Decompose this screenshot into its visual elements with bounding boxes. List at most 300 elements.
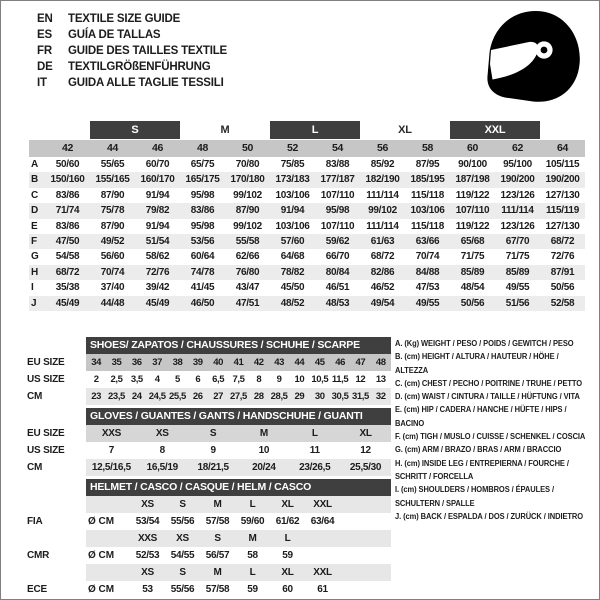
value-cell: 32	[375, 391, 386, 402]
row-values	[86, 459, 391, 476]
language-row	[37, 75, 227, 91]
size-group-label: L	[270, 121, 360, 139]
standard-label: CMR	[27, 550, 50, 561]
size-cell: 91/94	[145, 220, 170, 232]
size-label-cell: L	[284, 533, 291, 544]
size-cell: 75/78	[100, 205, 125, 217]
size-column-header: 46	[151, 142, 164, 154]
table-row	[21, 371, 391, 388]
table-row	[21, 442, 391, 459]
language-code: EN	[37, 13, 53, 25]
value-cell: 28	[253, 391, 264, 402]
size-cell: 115/118	[411, 220, 444, 232]
value-cell: 63/64	[310, 516, 335, 527]
size-cell: 45/49	[145, 297, 170, 309]
value-cell: 10	[294, 374, 305, 385]
language-row	[37, 59, 227, 75]
size-cell: 63/66	[415, 235, 440, 247]
value-cell: 5	[175, 374, 180, 385]
size-label-cell: XXS	[137, 533, 158, 544]
size-cell: 99/102	[233, 189, 262, 201]
size-cell: 99/102	[368, 205, 397, 217]
value-cell: 7	[108, 445, 115, 456]
size-cell: 103/106	[275, 220, 310, 232]
size-cell: 83/86	[55, 189, 80, 201]
row-label: US SIZE	[27, 374, 65, 385]
value-cell: 43	[274, 357, 284, 368]
value-cell: 24,5	[148, 391, 166, 402]
value-cell: 8	[159, 445, 165, 456]
size-cell: 165/175	[185, 174, 220, 186]
table-row	[21, 547, 391, 564]
language-code: FR	[37, 45, 52, 57]
legend-item: B. (cm) HEIGHT / ALTURA / HAUTEUR / HÖHE / ALTEZZA	[395, 351, 559, 375]
table-row	[21, 388, 391, 405]
table-row	[21, 425, 391, 442]
language-row	[37, 27, 227, 43]
size-group-label: M	[220, 124, 230, 136]
value-cell: 2	[93, 374, 99, 385]
size-cell: 99/102	[233, 220, 262, 232]
size-cell: 46/51	[325, 282, 350, 294]
size-cell: 47/51	[235, 297, 260, 309]
size-cell: 50/60	[55, 159, 80, 170]
size-cell: 62/66	[235, 251, 260, 263]
table-row	[21, 459, 391, 476]
standard-label: ECE	[27, 584, 47, 595]
value-cell: 16,5/19	[146, 462, 178, 473]
size-corner-cell	[29, 140, 45, 157]
size-cell: 46/52	[370, 282, 395, 294]
value-cell: 57/58	[205, 584, 230, 595]
value-cell: 9	[210, 445, 216, 456]
spacer-cell	[86, 564, 130, 581]
size-cell: 83/86	[55, 220, 80, 232]
size-cell: 71/75	[460, 251, 485, 263]
value-cell: 39	[192, 357, 203, 368]
legend-item: A. (Kg) WEIGHT / PESO / POIDS / GEWITCH / PESO	[395, 338, 574, 348]
size-cell: 72/76	[550, 251, 575, 263]
size-row	[29, 188, 585, 203]
size-label-cell: M	[248, 533, 257, 544]
size-cell: 190/200	[545, 174, 580, 186]
size-row-label: J	[31, 297, 37, 309]
size-row-label: G	[31, 251, 39, 263]
table-row	[21, 530, 391, 547]
size-cell: 61/63	[370, 235, 395, 247]
size-cell: 85/89	[460, 266, 485, 278]
row-values	[86, 581, 391, 598]
size-cell: 105/115	[545, 159, 580, 170]
size-cell: 91/94	[145, 189, 170, 201]
size-column-header: 54	[331, 142, 344, 154]
value-cell: 9	[276, 374, 282, 385]
size-cell: 127/130	[545, 189, 580, 201]
size-cell: 48/54	[460, 282, 485, 294]
size-label-cell: L	[249, 567, 256, 578]
shoes-table-title: SHOES/ ZAPATOS / CHAUSSURES / SCHUHE / SCARPE	[86, 337, 391, 354]
shoes-table	[21, 337, 391, 405]
diameter-unit-cell: Ø CM	[88, 584, 115, 595]
size-row	[29, 280, 585, 295]
table-row	[21, 564, 391, 581]
size-cell: 85/89	[505, 266, 530, 278]
size-cell: 103/106	[275, 189, 310, 201]
size-cell: 155/165	[95, 174, 130, 186]
size-cell: 91/94	[280, 205, 305, 217]
value-cell: 30	[314, 391, 325, 402]
row-label: EU SIZE	[27, 428, 65, 439]
size-column-header: 56	[376, 142, 389, 154]
legend-item: J. (cm) BACK / ESPALDA / DOS / ZURÜCK / INDIETRO	[395, 510, 583, 521]
value-cell: 48	[375, 357, 386, 368]
value-cell: 23/26,5	[299, 462, 331, 473]
size-label-cell: M	[213, 567, 222, 578]
size-cell: 185/195	[410, 174, 445, 186]
size-cell: 95/98	[190, 220, 215, 232]
size-label-cell: XS	[141, 499, 154, 510]
row-label: EU SIZE	[27, 357, 65, 368]
value-cell: 13	[375, 374, 386, 385]
size-cell: 37/40	[100, 282, 125, 294]
size-label-cell: XS	[141, 567, 154, 578]
value-cell: 20/24	[252, 462, 276, 473]
value-cell: 56/57	[205, 550, 230, 561]
helmet-table-title: HELMET / CASCO / CASQUE / HELM / CASCO	[86, 479, 391, 496]
value-cell: 61	[317, 584, 328, 595]
size-cell: 103/106	[410, 205, 445, 217]
language-title-block	[37, 11, 227, 91]
value-cell: S	[209, 428, 217, 439]
value-cell: 54/55	[170, 550, 195, 561]
value-cell: 18/21,5	[197, 462, 229, 473]
language-code: IT	[37, 77, 47, 89]
size-row-label: I	[31, 282, 34, 294]
language-title: GUIDE DES TAILLES TEXTILE	[68, 45, 227, 57]
size-cell: 67/70	[505, 235, 530, 247]
size-cell: 78/82	[280, 266, 305, 278]
size-cell: 84/88	[415, 266, 440, 278]
row-values	[86, 547, 391, 564]
size-cell: 43/47	[235, 282, 260, 294]
language-code: ES	[37, 29, 52, 41]
value-cell: 3,5	[130, 374, 143, 385]
size-group-label: XL	[398, 124, 412, 136]
size-cell: 71/75	[505, 251, 530, 263]
table-row	[21, 354, 391, 371]
size-column-header: 58	[421, 142, 434, 154]
size-cell: 46/50	[190, 297, 215, 309]
size-cell: 111/114	[501, 205, 534, 217]
size-cell: 107/110	[320, 189, 355, 201]
value-cell: 2,5	[110, 374, 123, 385]
gloves-table	[21, 408, 391, 476]
size-cell: 90/100	[458, 159, 487, 170]
size-table-body	[29, 157, 585, 311]
size-cell: 66/70	[325, 251, 350, 263]
row-label	[21, 564, 86, 581]
size-cell: 68/72	[55, 266, 80, 278]
row-values	[86, 371, 391, 388]
legend-item: D. (cm) WAIST / CINTURA / TAILLE / HÜFTUNG / VITA	[395, 391, 580, 402]
size-cell: 70/74	[100, 266, 125, 278]
value-cell: 6	[195, 374, 201, 385]
size-label-cell: XS	[176, 533, 189, 544]
size-column-header: 60	[466, 142, 479, 154]
size-cell: 79/82	[145, 205, 170, 217]
size-cell: 68/72	[550, 235, 575, 247]
size-cell: 50/56	[550, 282, 575, 294]
value-cell: XL	[359, 428, 372, 439]
size-cell: 49/55	[505, 282, 530, 294]
size-cell: 87/90	[100, 220, 125, 232]
language-title: TEXTILE SIZE GUIDE	[68, 13, 181, 25]
value-cell: 30,5	[331, 391, 349, 402]
helmet-table-body	[21, 496, 391, 598]
table-row	[21, 496, 391, 513]
size-group-header-row	[29, 121, 585, 139]
size-cell: 55/58	[235, 235, 260, 247]
size-cell: 51/56	[505, 297, 530, 309]
row-label: CM	[27, 391, 43, 402]
size-cell: 49/52	[100, 235, 125, 247]
row-label: US SIZE	[27, 445, 65, 456]
size-cell: 47/53	[415, 282, 440, 294]
value-cell: 61/62	[275, 516, 300, 527]
size-row-label: E	[31, 220, 38, 232]
size-cell: 49/55	[415, 297, 440, 309]
size-row-label: A	[31, 159, 39, 170]
row-values	[86, 442, 391, 459]
size-cell: 58/62	[145, 251, 170, 263]
size-label-cell: M	[213, 499, 222, 510]
size-row	[29, 296, 585, 311]
size-cell: 95/100	[503, 159, 532, 170]
size-cell: 75/85	[280, 159, 305, 170]
size-cell: 56/60	[100, 251, 125, 263]
size-row-label: C	[31, 189, 39, 201]
value-cell: 57/58	[205, 516, 230, 527]
spacer-cell	[86, 496, 130, 513]
helmet-size-table	[21, 479, 391, 598]
size-cell: 107/110	[320, 220, 355, 232]
size-row	[29, 265, 585, 280]
size-cell: 54/58	[55, 251, 80, 263]
value-cell: 11,5	[331, 374, 349, 385]
value-cell: 23,5	[108, 391, 125, 402]
size-cell: 187/198	[455, 174, 490, 186]
size-label-cell: S	[214, 533, 221, 544]
size-cell: 57/60	[280, 235, 305, 247]
size-row-label: F	[31, 235, 38, 247]
value-cell: 11	[309, 445, 320, 456]
size-label-cell: S	[179, 567, 186, 578]
value-cell: 28,5	[270, 391, 288, 402]
value-cell: 10,5	[311, 374, 329, 385]
size-cell: 48/52	[280, 297, 305, 309]
language-code: DE	[37, 61, 53, 73]
legend-item: C. (cm) CHEST / PECHO / POITRINE / TRUHE / PETTO	[395, 377, 583, 388]
size-cell: 45/50	[280, 282, 305, 294]
size-cell: 65/68	[460, 235, 485, 247]
value-cell: 38	[172, 357, 183, 368]
value-cell: XS	[155, 428, 169, 439]
size-cell: 51/54	[145, 235, 170, 247]
value-cell: 52/53	[135, 550, 160, 561]
size-cell: 83/88	[325, 159, 350, 170]
language-row	[37, 43, 227, 59]
value-cell: 7,5	[232, 374, 245, 385]
size-cell: 160/170	[140, 174, 175, 186]
size-cell: 190/200	[500, 174, 535, 186]
language-row	[37, 11, 227, 27]
size-row	[29, 203, 585, 218]
size-cell: 83/86	[190, 205, 215, 217]
size-cell: 53/56	[190, 235, 215, 247]
row-values	[86, 354, 391, 371]
value-cell: 12	[355, 374, 366, 385]
size-cell: 95/98	[190, 189, 215, 201]
size-column-header: 62	[511, 142, 524, 154]
size-cell: 74/78	[190, 266, 215, 278]
size-cell: 111/114	[366, 220, 399, 232]
size-column-header: 42	[61, 142, 74, 154]
value-cell: 59	[282, 550, 293, 561]
size-cell: 115/119	[546, 205, 579, 217]
size-cell: 87/90	[235, 205, 260, 217]
value-cell: 25,5/30	[349, 462, 382, 473]
size-label-cell: XXL	[313, 499, 332, 510]
size-cell: 85/92	[370, 159, 395, 170]
row-values	[86, 564, 391, 581]
size-cell: 39/42	[145, 282, 170, 294]
row-values	[86, 496, 391, 513]
size-column-header: 50	[241, 142, 254, 154]
row-values	[86, 530, 391, 547]
value-cell: 31,5	[351, 391, 369, 402]
size-cell: 50/56	[460, 297, 485, 309]
size-cell: 64/68	[280, 251, 305, 263]
row-values	[86, 388, 391, 405]
size-cell: 60/70	[145, 159, 170, 170]
table-row	[21, 581, 391, 598]
table-row	[21, 513, 391, 530]
value-cell: 55/56	[170, 584, 195, 595]
size-cell: 115/118	[411, 189, 444, 201]
size-row	[29, 219, 585, 234]
value-cell: 36	[131, 357, 142, 368]
value-cell: 44	[294, 357, 305, 368]
size-label-cell: XXL	[313, 567, 332, 578]
size-cell: 87/91	[550, 266, 575, 278]
value-cell: 29	[294, 391, 305, 402]
size-cell: 70/80	[235, 159, 260, 170]
standard-label: FIA	[27, 516, 43, 527]
value-cell: 58	[247, 550, 258, 561]
value-cell: 53/54	[135, 516, 160, 527]
size-cell: 55/65	[100, 159, 125, 170]
size-cell: 87/90	[100, 189, 125, 201]
value-cell: 34	[91, 357, 102, 368]
value-cell: 26	[192, 391, 203, 402]
value-cell: 25,5	[169, 391, 186, 402]
size-label-cell: L	[249, 499, 256, 510]
size-cell: 52/58	[550, 297, 575, 309]
value-cell: 4	[154, 374, 160, 385]
size-row	[29, 249, 585, 264]
size-row-label: H	[31, 266, 39, 278]
size-cell: 44/48	[100, 297, 125, 309]
size-label-cell: XL	[281, 499, 294, 510]
value-cell: 27,5	[230, 391, 247, 402]
value-cell: 6,5	[212, 374, 225, 385]
value-cell: M	[259, 428, 268, 439]
size-label-cell: S	[179, 499, 186, 510]
size-cell: 127/130	[545, 220, 580, 232]
legend-item: G. (cm) ARM / BRAZO / BRAS / ARM / BRACCIO	[395, 444, 562, 455]
value-cell: 59	[247, 584, 258, 595]
size-cell: 182/190	[365, 174, 400, 186]
size-cell: 35/38	[55, 282, 80, 294]
row-label	[21, 496, 86, 513]
row-values	[86, 425, 391, 442]
size-cell: 170/180	[230, 174, 265, 186]
size-cell: 65/75	[190, 159, 215, 170]
legend-item: F. (cm) TIGH / MUSLO / CUISSE / SCHENKEL / COSCIA	[395, 431, 586, 442]
value-cell: 41	[233, 357, 244, 368]
size-number-row	[29, 140, 585, 157]
gloves-table-title: GLOVES / GUANTES / GANTS / HANDSCHUHE / GUANTI	[86, 408, 391, 425]
value-cell: 8	[256, 374, 262, 385]
size-cell: 123/126	[500, 189, 535, 201]
size-cell: 76/80	[235, 266, 260, 278]
size-cell: 59/62	[325, 235, 350, 247]
value-cell: 12,5/16,5	[91, 462, 131, 473]
value-cell: XXS	[101, 428, 121, 439]
size-cell: 107/110	[455, 205, 490, 217]
diameter-unit-cell: Ø CM	[88, 550, 115, 561]
row-label: CM	[27, 462, 43, 473]
value-cell: 37	[152, 357, 163, 368]
value-cell: 46	[335, 357, 345, 368]
size-cell: 48/53	[325, 297, 350, 309]
measurement-legend	[395, 337, 593, 523]
racing-helmet-icon	[477, 7, 589, 107]
value-cell: 10	[258, 445, 270, 456]
language-title: GUÍA DE TALLAS	[68, 29, 161, 41]
size-row	[29, 172, 585, 187]
size-row-label: B	[31, 174, 39, 186]
spacer-cell	[86, 530, 130, 547]
legend-item: E. (cm) HIP / CADERA / HANCHE / HÜFTE / HIPS / BACINO	[395, 404, 567, 428]
value-cell: 60	[282, 584, 293, 595]
size-label-cell: XL	[281, 567, 294, 578]
diameter-unit-cell: Ø CM	[88, 516, 115, 527]
size-cell: 47/50	[55, 235, 80, 247]
value-cell: 55/56	[170, 516, 195, 527]
legend-item: H. (cm) INSIDE LEG / ENTREPIERNA / FOURCHE / SCHRITT / FORCELLA	[395, 457, 569, 481]
size-cell: 45/49	[55, 297, 80, 309]
size-column-header: 44	[106, 142, 119, 154]
size-cell: 41/45	[190, 282, 215, 294]
size-group-label: S	[90, 121, 180, 139]
main-size-table	[29, 121, 585, 311]
size-group-label: XXL	[450, 121, 540, 139]
size-cell: 173/183	[275, 174, 310, 186]
size-cell: 119/122	[455, 189, 490, 201]
value-cell: 27	[213, 391, 224, 402]
size-cell: 71/74	[55, 205, 80, 217]
